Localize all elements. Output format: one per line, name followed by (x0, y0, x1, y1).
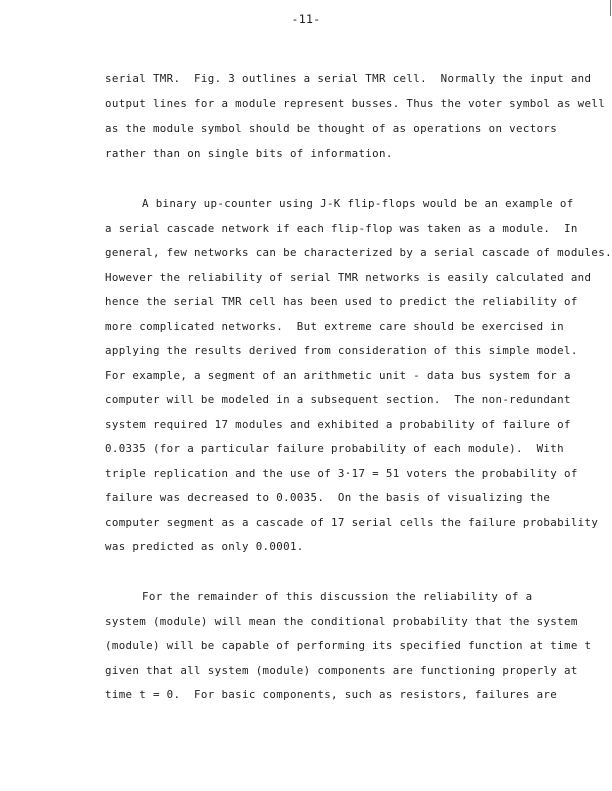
paragraph-2-line-13: failure was decreased to 0.0035. On the basis of visualizing the (105, 491, 551, 504)
paragraph-1-line-1: serial TMR. Fig. 3 outlines a serial TMR cell. Normally the input and (105, 72, 592, 85)
paragraph-2-line-15: was predicted as only 0.0001. (105, 540, 304, 553)
paragraph-2-line-2: a serial cascade network if each flip-flop was taken as a module. In (105, 222, 578, 235)
paragraph-1-line-3: as the module symbol should be thought of as operations on vectors (105, 122, 558, 135)
paragraph-3-line-3: (module) will be capable of performing its specified function at time t (105, 639, 592, 652)
paragraph-2-line-3: general, few networks can be characterized by a serial cascade of modules. (105, 246, 612, 259)
paragraph-3-line-4: given that all system (module) components are functioning properly at (105, 664, 578, 677)
paragraph-2-line-6: more complicated networks. But extreme care should be exercised in (105, 320, 564, 333)
paragraph-1-line-4: rather than on single bits of information. (105, 147, 393, 160)
paragraph-2-line-10: system required 17 modules and exhibited a probability of failure of (105, 418, 571, 431)
paragraph-2-line-14: computer segment as a cascade of 17 serial cells the failure probability (105, 516, 599, 529)
paragraph-2-line-7: applying the results derived from consideration of this simple model. (105, 344, 578, 357)
paragraph-3-line-1: For the remainder of this discussion the reliability of a (142, 590, 533, 603)
paragraph-2-line-11: 0.0335 (for a particular failure probability of each module). With (105, 442, 564, 455)
paragraph-3-line-5: time t = 0. For basic components, such as resistors, failures are (105, 688, 558, 701)
paragraph-2-line-4: However the reliability of serial TMR networks is easily calculated and (105, 271, 592, 284)
page-number: -11- (291, 12, 321, 26)
paragraph-2-line-12: triple replication and the use of 3·17 = 51 voters the probability of (105, 467, 578, 480)
paragraph-2-line-5: hence the serial TMR cell has been used to predict the reliability of (105, 295, 578, 308)
paragraph-2-line-9: computer will be modeled in a subsequent section. The non-redundant (105, 393, 571, 406)
paragraph-3-line-2: system (module) will mean the conditional probability that the system (105, 615, 578, 628)
paragraph-2-line-8: For example, a segment of an arithmetic unit - data bus system for a (105, 369, 571, 382)
paragraph-2-line-1: A binary up-counter using J-K flip-flops would be an example of (142, 197, 574, 210)
paragraph-1-line-2: output lines for a module represent busses. Thus the voter symbol as well (105, 97, 606, 110)
